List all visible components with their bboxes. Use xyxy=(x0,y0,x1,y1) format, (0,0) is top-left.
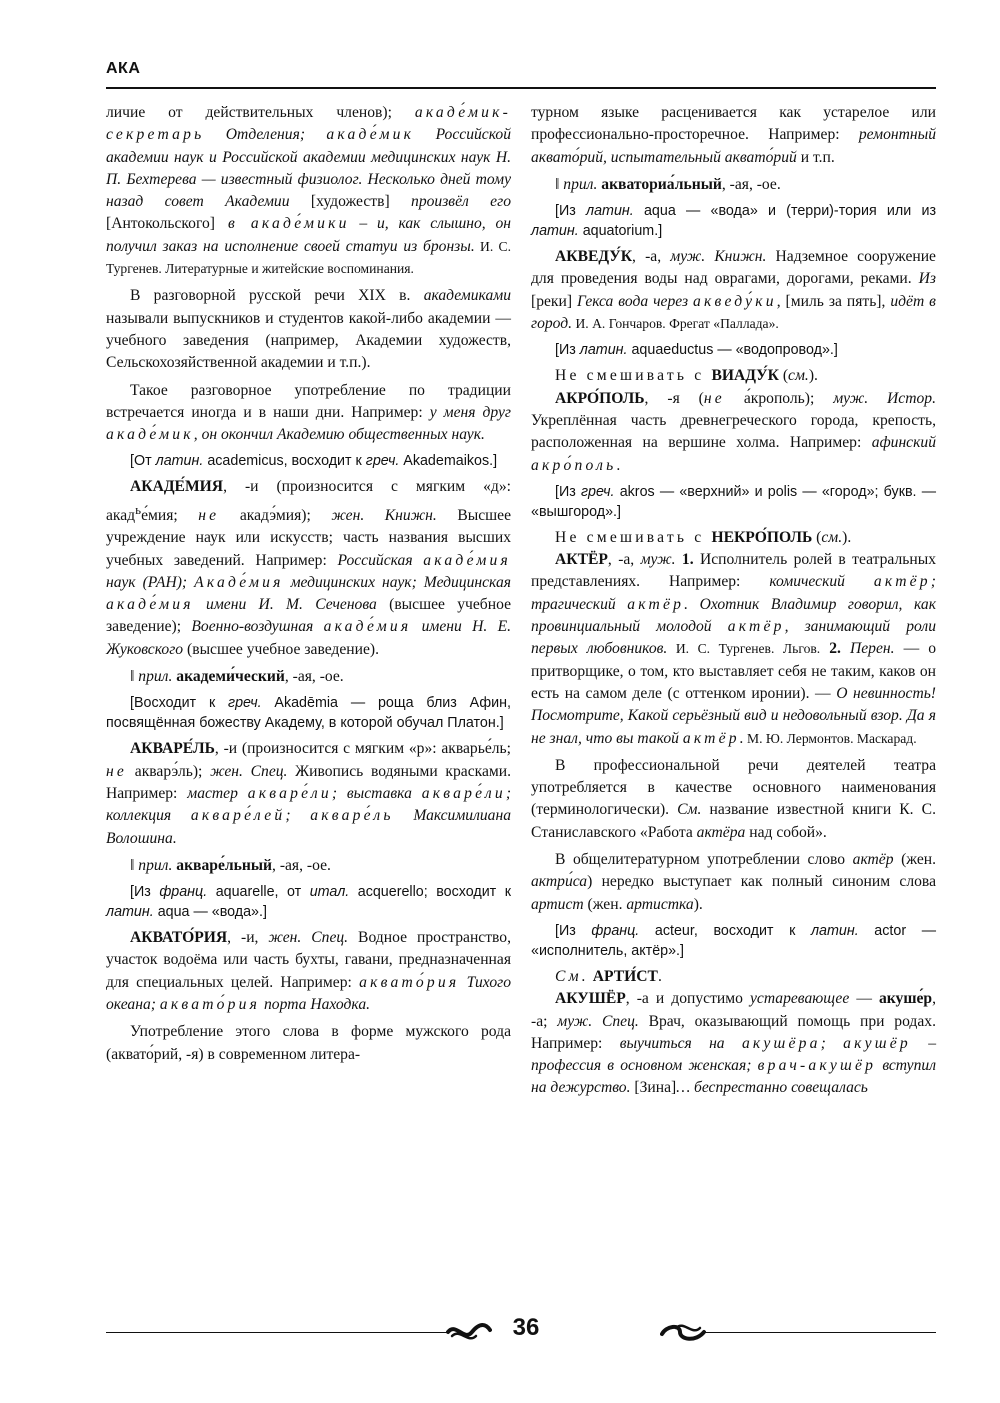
entry-akademik-continuation: личие от действительных членов); акаде́мик-секретарь Отделения; акаде́мик Российской академии наук и Российской академии медицинских наук Н. П. Бехтерева — известный физиолог. Несколько дней тому назад совет Академии [художеств] произвёл его [Антокольского] в акаде́мики – и, как слышно, он получил заказ на исполнение своей статуи из бронзы. И. С. Тургенев. Литературные и житейские воспоминания. xyxy=(106,104,512,277)
header-rule xyxy=(106,87,936,89)
adjective-derivative: ‖ прил. акваре́льный, -ая, -ое. xyxy=(130,856,331,874)
headword: АКРО́ПОЛЬ xyxy=(555,389,645,407)
etymology-note: [От латин. academicus, восходит к греч. Akademaikos.] xyxy=(130,453,498,470)
usage-note-continuation: турном языке расценивается как устарелое или профессионально-просторечное. Например: ремонтный аквато́рий, испытательный аквато́рий и т.п. xyxy=(531,104,936,166)
etymology-note: [Восходит к греч. Akadēmia — роща близ Афин, посвящённая божеству Академу, в которой обучал Платон.] xyxy=(106,695,512,732)
etymology-note: [Из латин. aquaeductus — «водопровод».] xyxy=(555,342,838,359)
headword: АКУШЁР xyxy=(555,990,626,1008)
etymology-note: [Из греч. akros — «верхний» и polis — «город»; букв. — «вышгород».] xyxy=(531,483,937,520)
usage-note-paragraph: Употребление этого слова в форме мужского рода (аквато́рий, -я) в современном литера- xyxy=(106,1023,511,1063)
left-column xyxy=(106,102,511,1066)
entry-akademiya: АКАДЕ́МИЯ, -и (произносится с мягким «д»: акад$^ь$е́мия; не акадэ́мия); жен. Книжн. Высшее учреждение наук или искусств; часть названия высших учебных заведений. Например: Российская акаде́мия наук (РАН); Акаде́мия медицинских наук; Медицинская акаде́мия имени И. М. Сеченова (высшее учебное заведение); Военно-воздушная акаде́мия имени Н. Е. Жуковского (высшее учебное заведение). xyxy=(106,478,511,658)
headword: АКТЁР xyxy=(555,551,608,569)
running-header xyxy=(106,60,936,78)
running-head-label: АКА xyxy=(106,60,141,77)
headword: АКВАРЕ́ЛЬ xyxy=(130,740,215,758)
entry-akusher: АКУШЁР, -а и допустимо устаревающее — акуше́р, -а; муж. Спец. Врач, оказывающий помощь при родах. Например: выучиться на акушёра; акушёр – профессия в основном женская; врач-акушёр вступил на дежурство. [Зина]… беспрестанно совещалась xyxy=(531,990,937,1097)
adjective-derivative: ‖ прил. акваториа́льный, -ая, -ое. xyxy=(555,175,781,193)
etymology-note: [Из латин. aqua — «вода» и (терри)-тория или из латин. aquatorium.] xyxy=(531,203,937,240)
footer-rule-left xyxy=(106,1332,448,1333)
usage-note-paragraph: Такое разговорное употребление по традиции встречается иногда и в наши дни. Например: у меня друг акаде́мик, он окончил Академию общественных наук. xyxy=(106,381,512,444)
entry-akvarel: АКВАРЕ́ЛЬ, -и (произносится с мягким «р»: акварье́ль; не акварэ́ль); жен. Спец. Живопись водяными красками. Например: мастер акваре́ли; выставка акваре́ли; коллекция акваре́лей; акваре́ль Максимилиана Волошина. xyxy=(106,740,512,847)
headword: АКАДЕ́МИЯ xyxy=(130,478,224,496)
footer-ornament-right-icon xyxy=(660,1320,706,1344)
usage-note-paragraph: В профессиональной речи деятелей театра употребляется в качестве основного наименования (терминологически). См. название известной книги К. С. Станиславского «Работа актёра над собой». xyxy=(531,756,936,841)
usage-note-paragraph: В общелитературном употреблении слово актёр (жен. актри́са) нередко выступает как полный синоним слова артист (жен. артистка). xyxy=(531,851,936,913)
etymology-note: [Из франц. acteur, восходит к латин. actor — «исполнитель, актёр».] xyxy=(531,922,936,959)
page-number: 36 xyxy=(512,1314,540,1341)
footer-ornament-left-icon xyxy=(446,1320,492,1344)
entry-akter: АКТЁР, -а, муж. 1. Исполнитель ролей в театральных представлениях. Например: комический актёр; трагический актёр. Охотник Владимир говорил, как провинциальный молодой актёр, занимающий роли первых любовников. И. С. Тургенев. Льгов. 2. Перен. — о притворщике, о том, кто выставляет себя не таким, каков он есть на самом деле (с оттенком иронии). — О невинность! Посмотрите, Какой серьёзный вид и недовольный взор. Да я не знал, что вы такой актёр. М. Ю. Лермонтов. Маскарад. xyxy=(531,551,937,747)
usage-note-paragraph: В разговорной русской речи XIX в. академиками называли выпускников и студентов какой-либо академии — учебного заведения (например, Академии художеств, Сельскохозяйственной академии и т.п.). xyxy=(106,287,511,372)
cross-reference: Не смешивать с ВИАДУ́К (см.). xyxy=(555,367,818,385)
cross-reference: Не смешивать с НЕКРО́ПОЛЬ (см.). xyxy=(555,528,852,546)
adjective-derivative: ‖ прил. академи́ческий, -ая, -ое. xyxy=(130,668,344,686)
entry-akropol: АКРО́ПОЛЬ, -я (не а́крополь); муж. Истор. Укреплённая часть древнегреческого города, крепость, расположенная на вершине холма. Например: афинский акро́поль. xyxy=(531,389,936,474)
footer-rule-right xyxy=(704,1332,936,1333)
entry-akveduk: АКВЕДУ́К, -а, муж. Книжн. Надземное сооружение для проведения воды над оврагами, дорогами, реками. Из [реки] Гекса вода через акведу́ки, [миль за пять], идёт в город. И. А. Гончаров. Фрегат «Паллада». xyxy=(531,248,936,333)
cross-reference: См. АРТИ́СТ. xyxy=(555,967,662,985)
etymology-note: [Из франц. aquarelle, от итал. acquerello; восходит к латин. aqua — «вода».] xyxy=(106,884,511,921)
page-footer xyxy=(106,1312,936,1352)
entry-akvatoriya: АКВАТО́РИЯ, -и, жен. Спец. Водное пространство, участок водоёма или часть бухты, гавани, предназначенная для специальных целей. Например: аквато́рия Тихого океана; аквато́рия порта Находка. xyxy=(106,929,511,1013)
headword: АКВЕДУ́К xyxy=(555,248,633,266)
headword: АКВАТО́РИЯ xyxy=(130,929,228,947)
right-column xyxy=(531,102,936,1100)
